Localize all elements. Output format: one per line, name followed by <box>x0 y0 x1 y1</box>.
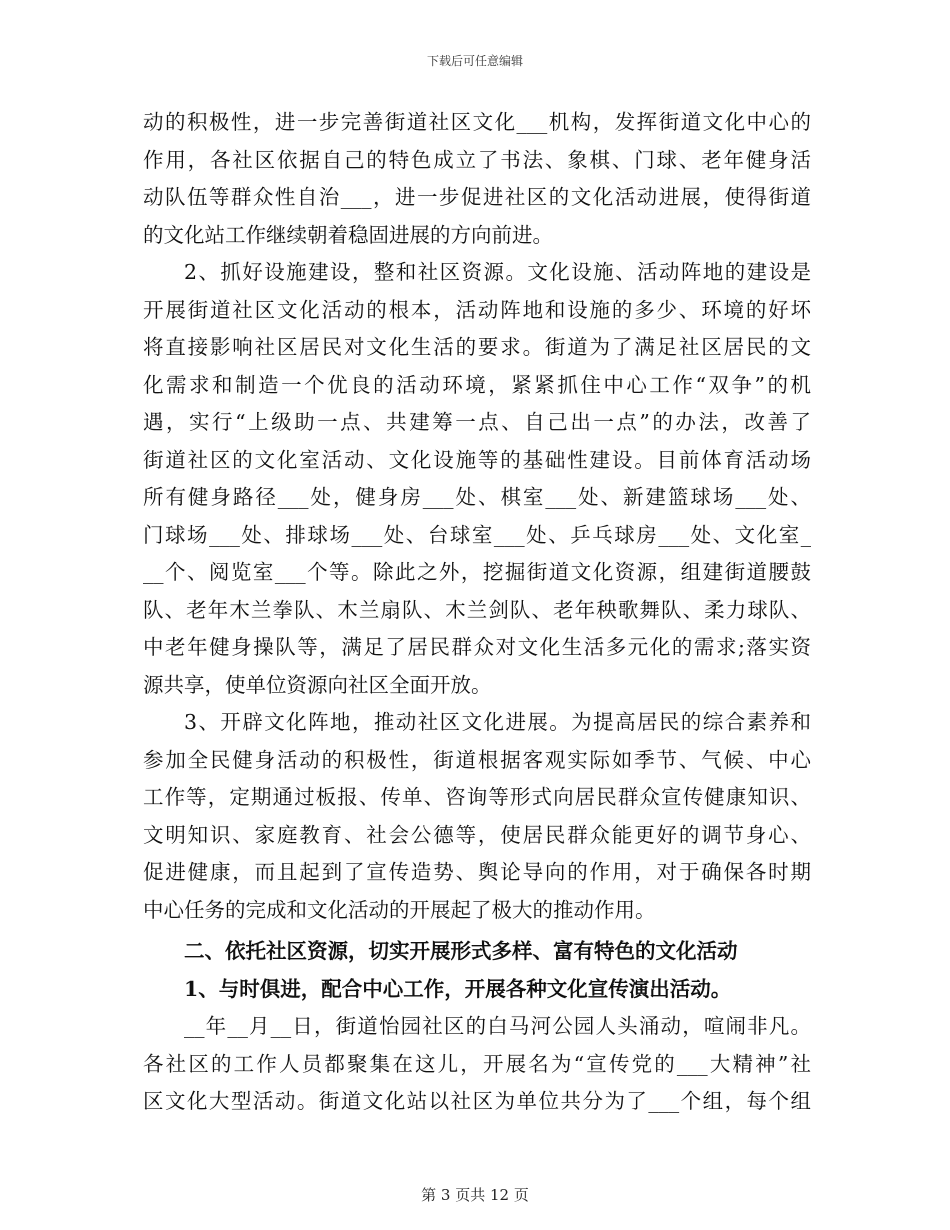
text-line: 所有健身路径___处，健身房___处、棋室___处、新建篮球场___处、 <box>143 485 811 509</box>
text-line: 中老年健身操队等，满足了居民群众对文化生活多元化的需求;落实资 <box>143 635 811 659</box>
text-line: 各社区的工作人员都聚集在这儿，开展名为“宣传党的___大精神”社 <box>143 1051 811 1076</box>
text-line: 化需求和制造一个优良的活动环境，紧紧抓住中心工作“双争”的机 <box>143 372 811 397</box>
text-line: __个、阅览室___个等。除此之外，挖掘街道文化资源，组建街道腰鼓 <box>143 560 811 584</box>
text-line: 动队伍等群众性自治___，进一步促进社区的文化活动进展，使得街道 <box>143 185 811 209</box>
section-heading: 二、依托社区资源，切实开展形式多样、富有特色的文化活动 <box>184 939 738 963</box>
text-line: 动的积极性，进一步完善街道社区文化___机构，发挥街道文化中心的 <box>143 110 811 134</box>
text-line: 中心任务的完成和文化活动的开展起了极大的推动作用。 <box>143 897 656 922</box>
paragraph-2 <box>143 254 811 704</box>
text-line: 作用，各社区依据自己的特色成立了书法、象棋、门球、老年健身活 <box>143 147 811 172</box>
text-line: 遇，实行“上级助一点、共建筹一点、自己出一点”的办法，改善了 <box>143 410 811 434</box>
text-line: 开展街道社区文化活动的根本，活动阵地和设施的多少、环境的好坏 <box>143 297 811 322</box>
text-line: 区文化大型活动。街道文化站以社区为单位共分为了___个组，每个组 <box>143 1089 811 1113</box>
text-line: 文明知识、家庭教育、社会公德等，使居民群众能更好的调节身心、 <box>143 822 811 847</box>
text-line: 3、开辟文化阵地，推动社区文化进展。为提高居民的综合素养和 <box>184 710 811 734</box>
page-header: 下载后可任意编辑 <box>426 54 523 68</box>
text-line: __年__月__日，街道怡园社区的白马河公园人头涌动，喧闹非凡。 <box>184 1014 811 1038</box>
text-line: 的文化站工作继续朝着稳固进展的方向前进。 <box>143 222 553 247</box>
document-body <box>143 104 811 1121</box>
subsection-heading: 1、与时俱进，配合中心工作，开展各种文化宣传演出活动。 <box>184 976 732 1001</box>
paragraph-1 <box>143 104 811 254</box>
paragraph-4 <box>143 1008 811 1121</box>
text-line: 将直接影响社区居民对文化生活的要求。街道为了满足社区居民的文 <box>143 335 811 359</box>
text-line: 门球场___处、排球场___处、台球室___处、乒乓球房___处、文化室_ <box>143 522 811 547</box>
text-line: 街道社区的文化室活动、文化设施等的基础性建设。目前体育活动场 <box>143 447 811 472</box>
paragraph-3 <box>143 704 811 929</box>
text-line: 工作等，定期通过板报、传单、咨询等形式向居民群众宣传健康知识、 <box>143 785 811 809</box>
text-line: 2、抓好设施建设，整和社区资源。文化设施、活动阵地的建设是 <box>184 260 811 284</box>
text-line: 促进健康，而且起到了宣传造势、舆论导向的作用，对于确保各时期 <box>143 860 811 884</box>
page-footer: 第 3 页共 12 页 <box>421 1186 529 1204</box>
text-line: 参加全民健身活动的积极性，街道根据客观实际如季节、气候、中心 <box>143 747 811 772</box>
text-line: 源共享，使单位资源向社区全面开放。 <box>143 672 492 697</box>
text-line: 队、老年木兰拳队、木兰扇队、木兰剑队、老年秧歌舞队、柔力球队、 <box>143 597 811 622</box>
